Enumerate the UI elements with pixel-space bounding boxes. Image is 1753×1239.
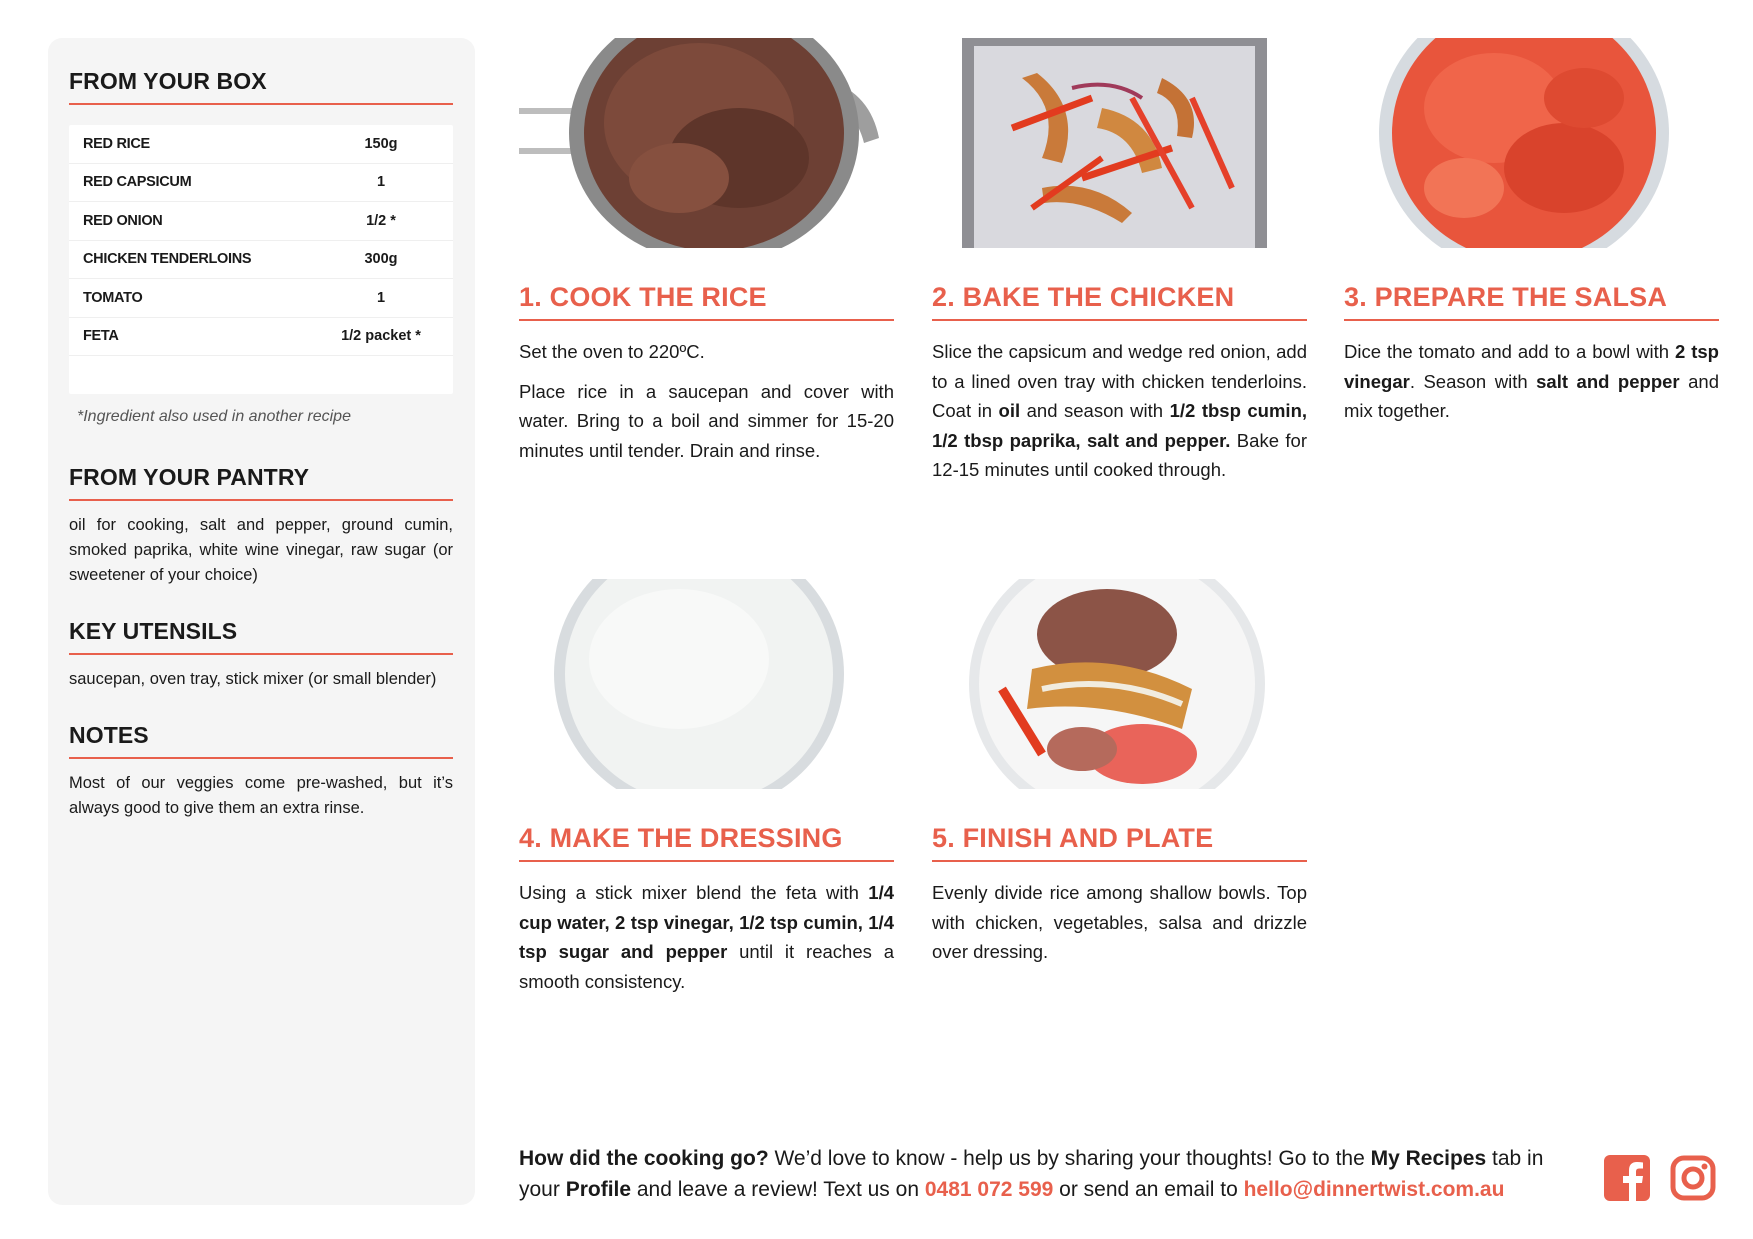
ingredient-qty: 150g: [364, 135, 398, 152]
ingredient-qty: 300g: [364, 251, 398, 268]
notes-text: Most of our veggies come pre-washed, but it’s always good to give them an extra rinse.: [69, 774, 453, 817]
notes-heading: NOTES: [69, 722, 453, 759]
ingredient-blank-row: [69, 356, 453, 394]
ingredient-qty: 1: [376, 289, 386, 306]
step-3: [1344, 38, 1719, 426]
step-text: Using a stick mixer blend the feta with 1/4 cup water, 2 tsp vinegar, 1/2 tsp cumin, 1/4 tsp sugar and pepper until it reaches a smooth consistency.: [519, 882, 894, 992]
box-heading: FROM YOUR BOX: [69, 68, 453, 105]
feedback-question: How did the cooking go?: [519, 1147, 769, 1170]
utensils-section: [69, 618, 453, 692]
ingredient-name: TOMATO: [83, 289, 143, 306]
ingredient-row: [69, 318, 453, 357]
ingredient-name: FETA: [83, 328, 119, 345]
ingredient-qty: 1/2 *: [366, 212, 396, 229]
instagram-icon[interactable]: [1670, 1155, 1716, 1201]
step-title: 2. BAKE THE CHICKEN: [932, 282, 1307, 321]
step-title: 1. COOK THE RICE: [519, 282, 894, 321]
utensils-heading: KEY UTENSILS: [69, 618, 453, 655]
ingredient-row: [69, 241, 453, 280]
ingredient-qty: 1: [376, 174, 386, 191]
step-5: [932, 579, 1307, 967]
notes-section: [69, 722, 453, 821]
ingredients-sidebar: [48, 38, 475, 1205]
dressing-photo: [519, 579, 894, 789]
ingredient-name: RED ONION: [83, 212, 163, 229]
pantry-text: oil for cooking, salt and pepper, ground cumin, smoked paprika, white wine vinegar, raw sugar (or sweetener of your choice): [69, 516, 453, 584]
step-text: Slice the capsicum and wedge red onion, add to a lined oven tray with chicken tenderloins. Coat in oil and season with 1/2 tbsp cumin, 1/2 tbsp paprika, salt and pepper. Bake for 12-15 minutes until cooked through.: [932, 341, 1308, 480]
ingredient-row: [69, 279, 453, 318]
email-link[interactable]: hello@dinnertwist.com.au: [1243, 1178, 1505, 1201]
step-title: 4. MAKE THE DRESSING: [519, 823, 894, 862]
rice-photo: [519, 38, 894, 248]
phone-link[interactable]: 0481 072 599: [924, 1178, 1054, 1201]
ingredient-qty: 1/2 packet *: [341, 328, 421, 345]
pantry-heading: FROM YOUR PANTRY: [69, 464, 453, 501]
utensils-text: saucepan, oven tray, stick mixer (or small blender): [69, 670, 437, 688]
ingredients-table: [69, 125, 453, 394]
step-title: 5. FINISH AND PLATE: [932, 823, 1307, 862]
step-1: [519, 38, 894, 465]
ingredient-row: [69, 125, 453, 164]
step-title: 3. PREPARE THE SALSA: [1344, 282, 1719, 321]
step-4: [519, 579, 894, 996]
pantry-section: [69, 464, 453, 588]
ingredient-name: RED RICE: [83, 135, 150, 152]
ingredient-row: [69, 164, 453, 203]
ingredient-note: *Ingredient also used in another recipe: [77, 408, 351, 425]
ingredient-name: CHICKEN TENDERLOINS: [83, 251, 252, 268]
feedback-footer: How did the cooking go? We’d love to know - help us by sharing your thoughts! Go to the My Recipes tab in your Profile and leave a review! Text us on 0481 072 599 or send an email to hello@dinnertwist.com.au: [519, 1147, 1544, 1201]
step-paragraph: Set the oven to 220ºC.: [519, 341, 705, 362]
facebook-icon[interactable]: [1604, 1155, 1650, 1201]
ingredient-name: RED CAPSICUM: [83, 174, 192, 191]
step-text: [519, 337, 894, 465]
plated-dish-photo: [932, 579, 1307, 789]
step-paragraph: Place rice in a saucepan and cover with water. Bring to a boil and simmer for 15-20 minutes until tender. Drain and rinse.: [519, 380, 894, 461]
step-text: Dice the tomato and add to a bowl with 2 tsp vinegar. Season with salt and pepper and mix together.: [1344, 341, 1720, 421]
step-text: Evenly divide rice among shallow bowls. Top with chicken, vegetables, salsa and drizzle over dressing.: [932, 882, 1307, 962]
step-2: [932, 38, 1307, 485]
ingredient-row: [69, 202, 453, 241]
salsa-photo: [1344, 38, 1719, 248]
chicken-tray-photo: [932, 38, 1307, 248]
